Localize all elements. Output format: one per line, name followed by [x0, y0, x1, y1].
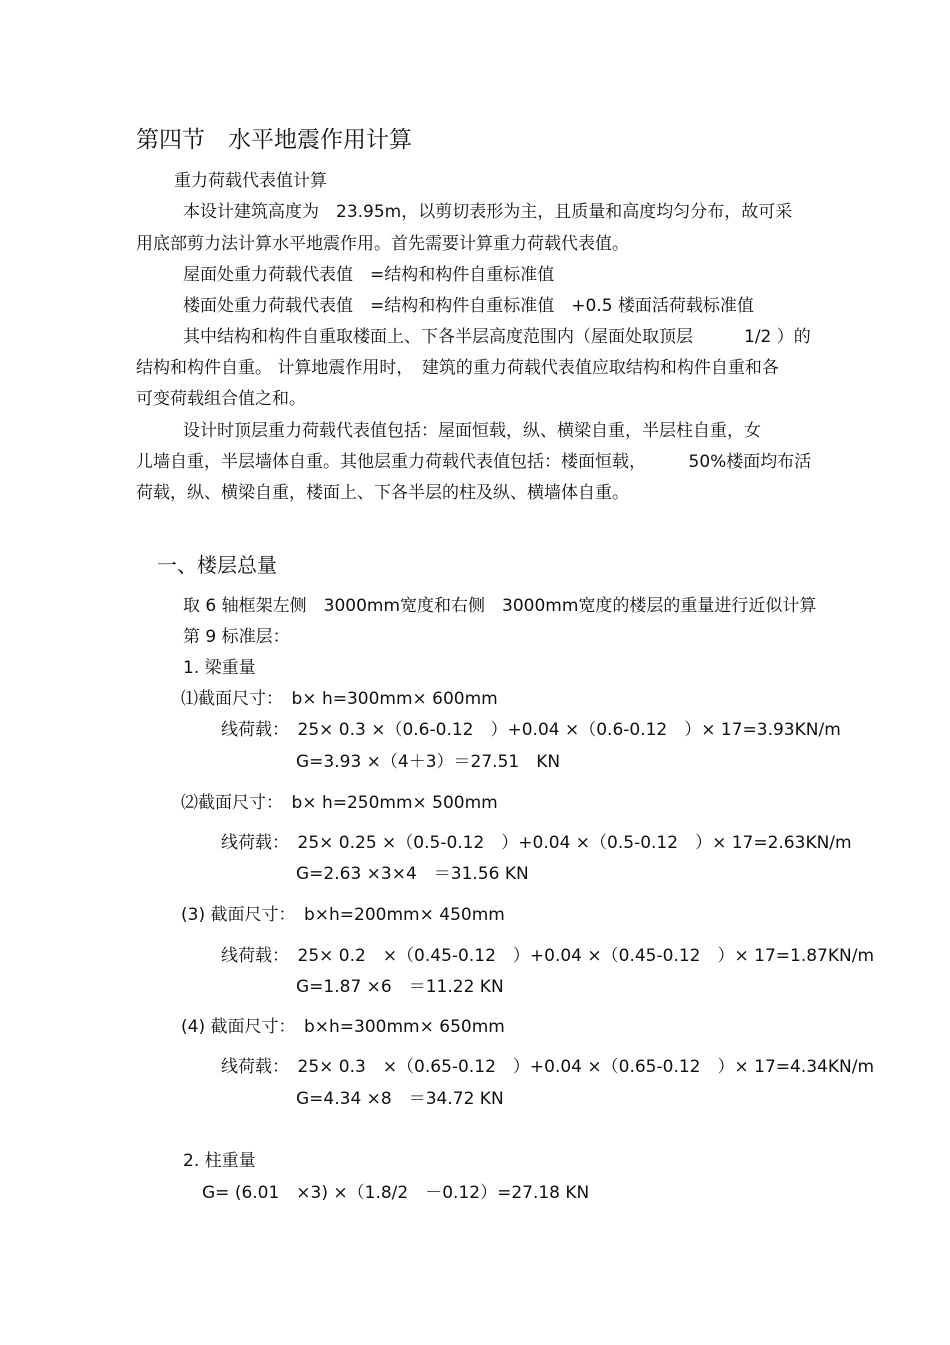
beam-weight-3: G=1.87 ×6 ＝11.22 KN [296, 977, 504, 997]
paragraph-line: 用底部剪力法计算水平地震作用。首先需要计算重力荷载代表值。 [136, 234, 629, 254]
paragraph-line: 结构和构件自重。 计算地震作用时， 建筑的重力荷载代表值应取结构和构件自重和各 [136, 358, 779, 378]
subsection-heading: 重力荷载代表值计算 [174, 171, 327, 191]
section-title: 第四节 水平地震作用计算 [136, 127, 412, 153]
paragraph-line: 本设计建筑高度为 23.95m，以剪切表形为主，且质量和高度均匀分布，故可采 [183, 202, 793, 222]
paragraph-line: 可变荷载组合值之和。 [136, 389, 306, 409]
paragraph-line: 荷载，纵、横梁自重，楼面上、下各半层的柱及纵、横墙体自重。 [136, 483, 629, 503]
beam-weight-heading: 1. 梁重量 [183, 658, 256, 678]
beam-load-2: 线荷载： 25× 0.25 ×（0.5-0.12 ）+0.04 ×（0.5-0.12 ）× 17=2.63KN/m [221, 833, 852, 853]
paragraph-line: 其中结构和构件自重取楼面上、下各半层高度范围内（屋面处取顶层 1/2 ）的 [183, 327, 811, 347]
beam-weight-4: G=4.34 ×8 ＝34.72 KN [296, 1089, 504, 1109]
paragraph-line: 设计时顶层重力荷载代表值包括：屋面恒载，纵、横梁自重，半层柱自重，女 [183, 421, 761, 441]
standard-floor-label: 第 9 标准层： [183, 627, 290, 647]
beam-section-1: ⑴截面尺寸： b× h=300mm× 600mm [181, 689, 498, 709]
beam-weight-1: G=3.93 ×（4＋3）＝27.51 KN [296, 752, 561, 772]
beam-section-3: (3) 截面尺寸： b×h=200mm× 450mm [181, 905, 505, 925]
beam-load-4: 线荷载： 25× 0.3 ×（0.65-0.12 ）+0.04 ×（0.65-0.12 ）× 17=4.34KN/m [221, 1057, 875, 1077]
column-weight-heading: 2. 柱重量 [183, 1151, 256, 1171]
beam-load-3: 线荷载： 25× 0.2 ×（0.45-0.12 ）+0.04 ×（0.45-0.12 ）× 17=1.87KN/m [221, 946, 875, 966]
beam-section-2: ⑵截面尺寸： b× h=250mm× 500mm [181, 793, 498, 813]
part1-title: 一、楼层总量 [157, 553, 277, 577]
roof-load-definition: 屋面处重力荷载代表值 =结构和构件自重标准值 [183, 265, 555, 285]
floor-load-definition: 楼面处重力荷载代表值 =结构和构件自重标准值 +0.5 楼面活荷载标准值 [183, 296, 754, 316]
beam-load-1: 线荷载： 25× 0.3 ×（0.6-0.12 ）+0.04 ×（0.6-0.12 ）× 17=3.93KN/m [221, 720, 841, 740]
beam-section-4: (4) 截面尺寸： b×h=300mm× 650mm [181, 1017, 505, 1037]
beam-weight-2: G=2.63 ×3×4 ＝31.56 KN [296, 864, 529, 884]
column-weight-formula: G= (6.01 ×3) ×（1.8/2 －0.12）=27.18 KN [202, 1183, 590, 1203]
paragraph-line: 儿墙自重，半层墙体自重。其他层重力荷载代表值包括：楼面恒载， 50%楼面均布活 [136, 452, 812, 472]
part1-line: 取 6 轴框架左侧 3000mm宽度和右侧 3000mm宽度的楼层的重量进行近似计算 [183, 596, 817, 616]
